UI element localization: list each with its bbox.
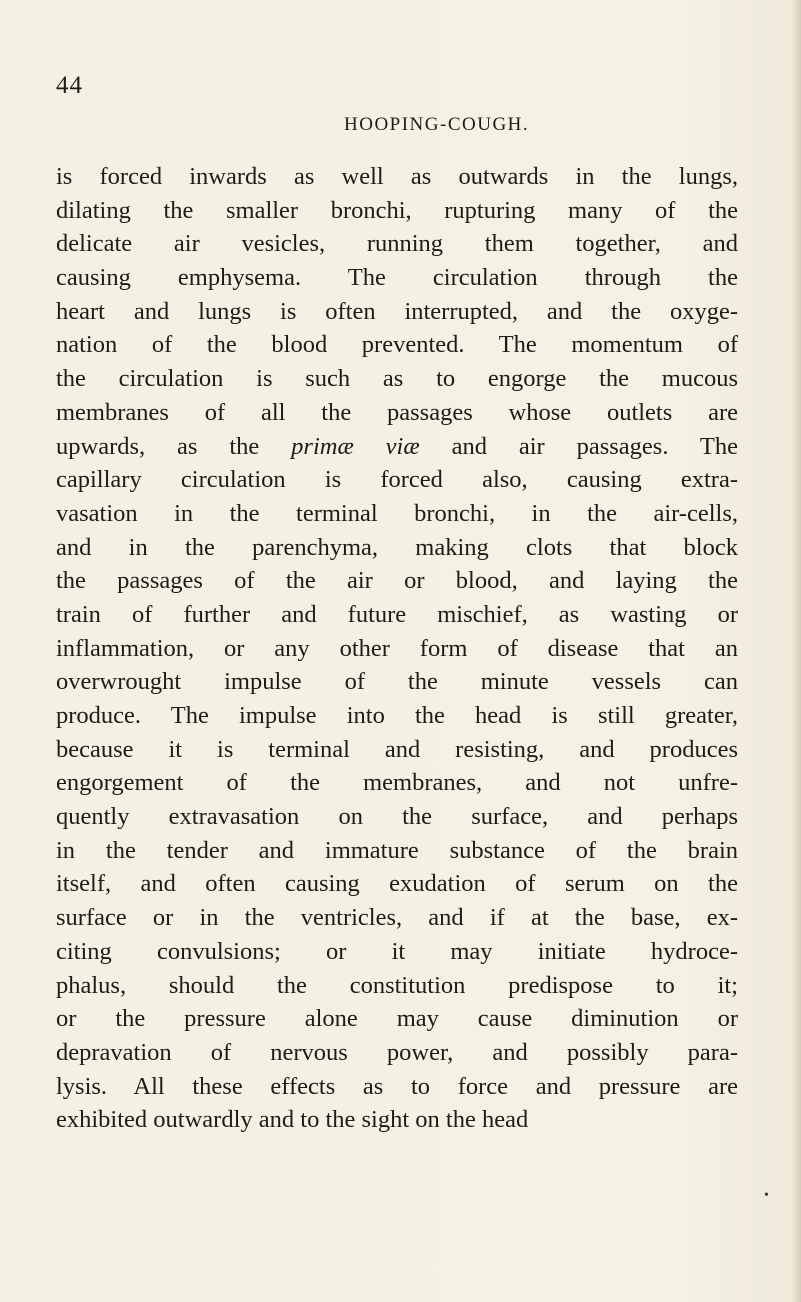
text-line: or the pressure alone may cause diminution or [56, 1005, 738, 1033]
text-line: lysis. All these effects as to force and pressure are [56, 1072, 738, 1100]
page-number: 44 [56, 72, 83, 99]
text-line: is forced inwards as well as outwards in the lungs, [56, 163, 738, 190]
page-edge-shadow [791, 0, 801, 1302]
text-line: the circulation is such as to engorge the mucous [56, 365, 738, 393]
text-line: nation of the blood prevented. The momentum of [56, 331, 738, 359]
body-text [56, 160, 738, 1137]
text-line: inflammation, or any other form of disease that an [56, 634, 738, 662]
running-head: HOOPING-COUGH. [344, 114, 530, 135]
italic-phrase: primæ viæ [291, 432, 420, 460]
text-segment: upwards, as the [56, 432, 292, 460]
text-line: surface or in the ventricles, and if at the base, ex- [56, 904, 738, 932]
text-line: the passages of the air or blood, and laying the [56, 567, 738, 595]
text-line: quently extravasation on the surface, and perhaps [56, 803, 738, 831]
text-line: produce. The impulse into the head is still greater, [56, 702, 738, 729]
text-line: overwrought impulse of the minute vessels can [56, 668, 738, 696]
text-line: phalus, should the constitution predispose to it; [56, 971, 738, 999]
text-line: itself, and often causing exudation of serum on the [56, 870, 738, 898]
text-line: vasation in the terminal bronchi, in the air-cells, [56, 499, 738, 527]
text-line: and in the parenchyma, making clots that block [56, 533, 738, 561]
margin-mark: • [764, 1188, 769, 1203]
text-line: train of further and future mischief, as wasting or [56, 600, 738, 628]
text-line [56, 430, 738, 464]
text-line: depravation of nervous power, and possibly para- [56, 1038, 738, 1066]
text-line: delicate air vesicles, running them together, and [56, 230, 738, 258]
text-line: because it is terminal and resisting, and produces [56, 735, 738, 763]
text-line: capillary circulation is forced also, causing extra- [56, 466, 738, 494]
text-line: membranes of all the passages whose outlets are [56, 398, 738, 426]
text-line: in the tender and immature substance of the brain [56, 836, 738, 864]
text-line: engorgement of the membranes, and not unfre- [56, 769, 738, 797]
text-line: causing emphysema. The circulation through the [56, 264, 738, 292]
text-line: dilating the smaller bronchi, rupturing many of the [56, 196, 738, 224]
text-line: exhibited outwardly and to the sight on the head [56, 1106, 529, 1134]
text-segment: and air passages. The [419, 432, 738, 460]
text-line: heart and lungs is often interrupted, and the oxyge- [56, 297, 738, 325]
text-line: citing convulsions; or it may initiate hydroce- [56, 937, 738, 965]
